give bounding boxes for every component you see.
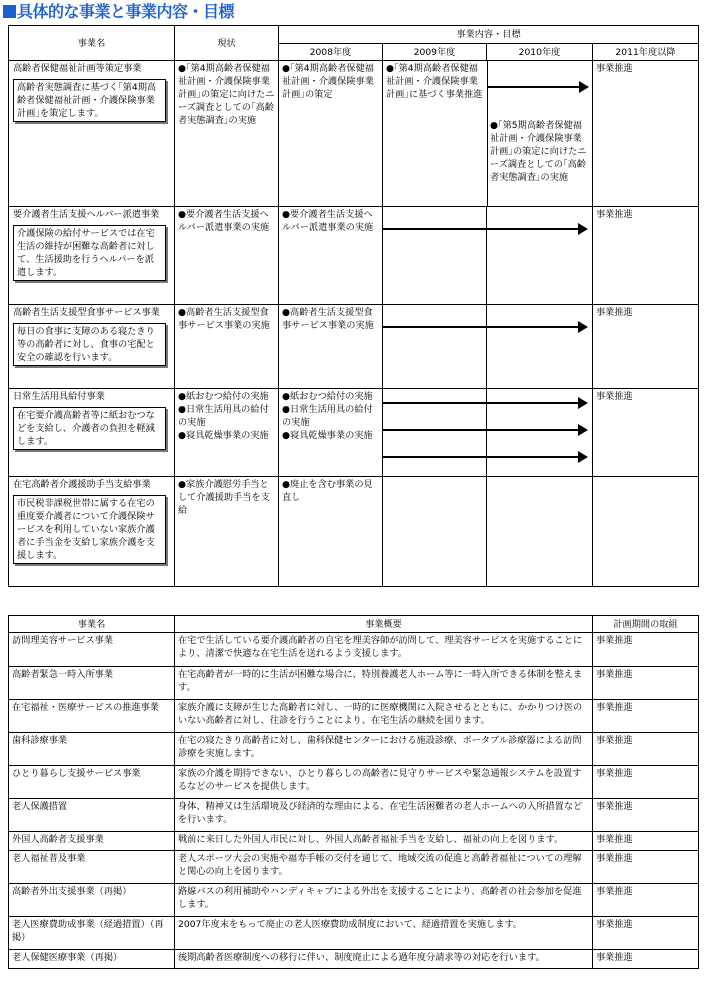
row-business-cell (9, 305, 175, 389)
table-row (9, 733, 699, 766)
plan-2011-cell: 事業推進 (593, 389, 699, 477)
plan-2008-cell: ●要介護者生活支援ヘルパー派遣事業の実施 (279, 207, 383, 305)
plan-value: 事業推進 (593, 700, 699, 733)
plan-value: 事業推進 (593, 917, 699, 950)
business-name: ひとり暮らし支援サービス事業 (9, 766, 175, 799)
plan-2008-cell: ●高齢者生活支援型食事サービス事業の実施 (279, 305, 383, 389)
status-cell: ●要介護者生活支援ヘルパー派遣事業の実施 (175, 207, 279, 305)
header-year-2009: 2009年度 (383, 44, 487, 61)
row-business-cell (9, 61, 175, 207)
business-description: 介護保険の給付サービスでは在宅生活の維持が困難な高齢者に対して、生活援助を行うヘルパーを派遣します。 (13, 225, 166, 281)
header-business-name: 事業名 (9, 616, 175, 633)
plan-2009-2010-cell (383, 389, 593, 477)
row-business-cell (9, 477, 175, 587)
square-bullet-icon (3, 5, 16, 18)
business-summary: 在宅高齢者が一時的に生活が困難な場合に、特別養護老人ホーム等に一時入所できる体制を整えます。 (175, 667, 593, 700)
business-summary: 後期高齢者医療制度への移行に伴い、制度廃止による過年度分請求等の対応を行います。 (175, 950, 593, 969)
plan-2011-cell: 事業推進 (593, 305, 699, 389)
status-cell (175, 389, 279, 477)
continue-arrow (383, 448, 592, 466)
plan-2011-cell (593, 477, 699, 587)
plan-value: 事業推進 (593, 832, 699, 851)
header-status: 現状 (175, 26, 279, 61)
status-item: ●寝具乾燥事業の実施 (178, 430, 269, 441)
continue-arrow (383, 220, 592, 238)
plan-value: 事業推進 (593, 851, 699, 884)
plan-value: 事業推進 (593, 884, 699, 917)
other-business-table (8, 615, 699, 969)
row-business-cell (9, 207, 175, 305)
continue-arrow (383, 318, 592, 336)
plan-2009-2010-cell (383, 61, 593, 207)
status-cell: ●高齢者生活支援型食事サービス事業の実施 (175, 305, 279, 389)
plan-2009-2010-cell (383, 207, 593, 305)
plan-value: 事業推進 (593, 633, 699, 667)
plan-2011-cell: 事業推進 (593, 207, 699, 305)
plan-value: 事業推進 (593, 799, 699, 832)
plan-2011-cell: 事業推進 (593, 61, 699, 207)
table-row (9, 917, 699, 950)
header-year-2008: 2008年度 (279, 44, 383, 61)
business-summary: 2007年度末をもって廃止の老人医療費助成制度において、経過措置を実施します。 (175, 917, 593, 950)
table-row (9, 950, 699, 969)
business-name: 老人福祉普及事業 (9, 851, 175, 884)
header-summary: 事業概要 (175, 616, 593, 633)
header-year-2010: 2010年度 (487, 44, 593, 61)
plan-2008-cell: ●｢第4期高齢者保健福祉計画・介護保険事業計画｣の策定 (279, 61, 383, 207)
business-summary: 在宅の寝たきり高齢者に対し、歯科保健センターにおける施設診療、ポータブル診療器による訪問診療を実施します。 (175, 733, 593, 766)
table-row (9, 633, 699, 667)
status-cell: ●｢第4期高齢者保健福祉計画・介護保険事業計画｣の策定に向けたニーズ調査としての｢高齢者実態調査｣の実施 (175, 61, 279, 207)
business-name: 訪問理美容サービス事業 (9, 633, 175, 667)
table-row (9, 305, 699, 389)
business-description: 高齢者実態調査に基づく｢第4期高齢者保健福祉計画・介護保険事業計画｣を策定します。 (13, 79, 166, 122)
business-name: 老人医療費助成事業（経過措置）（再掲） (9, 917, 175, 950)
table-row (9, 799, 699, 832)
business-summary: 老人スポーツ大会の実施や福寿手帳の交付を通じて、地域交流の促進と高齢者福祉についての理解と関心の向上を図ります。 (175, 851, 593, 884)
business-name: 歯科診療事業 (9, 733, 175, 766)
plan-value: 事業推進 (593, 950, 699, 969)
business-description: 市民税非課税世帯に属する在宅の重度要介護者について介護保険サービスを利用していない家族介護者に手当金を支給し家族介護を支援します。 (13, 495, 166, 564)
business-name: 外国人高齢者支援事業 (9, 832, 175, 851)
plan-item: ●日常生活用具の給付の実施 (282, 404, 373, 428)
business-name: 高齢者外出支援事業（再掲） (9, 884, 175, 917)
table-row (9, 477, 699, 587)
business-name: 高齢者生活支援型食事サービス事業 (13, 307, 160, 318)
header-business-name: 事業名 (9, 26, 175, 61)
page-title-text: 具体的な事業と事業内容・目標 (17, 2, 235, 21)
table-row (9, 766, 699, 799)
business-summary: 家族介護に支障が生じた高齢者に対し、一時的に医療機関に入院させるとともに、かかりつけ医のいない高齢者に対し、往診を行うことにより、在宅生活の継続を図ります。 (175, 700, 593, 733)
table-row (9, 700, 699, 733)
business-description: 毎日の食事に支障のある寝たきり等の高齢者に対し、食事の宅配と安全の確認を行います。 (13, 323, 166, 366)
table-row (9, 61, 699, 207)
plan-2009-2010-cell (383, 305, 593, 389)
plan-2008-cell: ●廃止を含む事業の見直し (279, 477, 383, 587)
page-title (3, 2, 234, 22)
plan-2009-2010-cell (383, 477, 593, 587)
business-plan-table (8, 25, 699, 587)
row-business-cell (9, 389, 175, 477)
table-row (9, 884, 699, 917)
plan-item: ●寝具乾燥事業の実施 (282, 430, 373, 441)
header-plan: 事業内容・目標 (279, 26, 699, 44)
business-summary: 身体、精神又は生活環境及び経済的な理由による、在宅生活困難者の老人ホームへの入所措置などを行います。 (175, 799, 593, 832)
business-name: 在宅福祉・医療サービスの推進事業 (9, 700, 175, 733)
status-item: ●紙おむつ給付の実施 (178, 391, 269, 402)
table-row (9, 389, 699, 477)
status-cell: ●家族介護慰労手当として介護援助手当を支給 (175, 477, 279, 587)
plan-2008-cell (279, 389, 383, 477)
header-plan-period: 計画期間の取組 (593, 616, 699, 633)
plan-value: 事業推進 (593, 766, 699, 799)
table-row (9, 207, 699, 305)
table-row (9, 832, 699, 851)
plan-item: ●紙おむつ給付の実施 (282, 391, 373, 402)
business-summary: 家族の介護を期待できない、ひとり暮らしの高齢者に見守りサービスや緊急通報システムを設置するなどのサービスを提供します。 (175, 766, 593, 799)
table-row (9, 851, 699, 884)
plan-2010-text: ●｢第5期高齢者保健福祉計画・介護保険事業計画｣の策定に向けたニーズ調査としての｢高齢者実態調査｣の実施 (490, 120, 587, 183)
business-summary: 戦前に来日した外国人市民に対し、外国人高齢者福祉手当を支給し、福祉の向上を図ります。 (175, 832, 593, 851)
business-name: 老人保護措置 (9, 799, 175, 832)
status-item: ●日常生活用具の給付の実施 (178, 404, 269, 428)
header-year-2011: 2011年度以降 (593, 44, 699, 61)
business-name: 老人保健医療事業（再掲） (9, 950, 175, 969)
business-name: 日常生活用具給付事業 (13, 391, 105, 402)
continue-arrow (383, 421, 592, 439)
plan-2009-text: ●｢第4期高齢者保健福祉計画・介護保険事業計画｣に基づく事業推進 (386, 63, 483, 100)
business-summary: 在宅で生活している要介護高齢者の自宅を理美容師が訪問して、理美容サービスを実施することにより、清潔で快適な在宅生活を送れるよう支援します。 (175, 633, 593, 667)
business-name: 在宅高齢者介護援助手当支給事業 (13, 479, 151, 490)
plan-value: 事業推進 (593, 667, 699, 700)
business-description: 在宅要介護高齢者等に紙おむつなどを支給し、介護者の負担を軽減します。 (13, 407, 166, 450)
continue-arrow (383, 394, 592, 412)
business-name: 高齢者保健福祉計画等策定事業 (13, 63, 142, 74)
table-row (9, 667, 699, 700)
business-name: 要介護者生活支援ヘルパー派遣事業 (13, 209, 160, 220)
plan-value: 事業推進 (593, 733, 699, 766)
business-name: 高齢者緊急一時入所事業 (9, 667, 175, 700)
business-summary: 路線バスの利用補助やハンディキャブによる外出を支援することにより、高齢者の社会参加を促進します。 (175, 884, 593, 917)
